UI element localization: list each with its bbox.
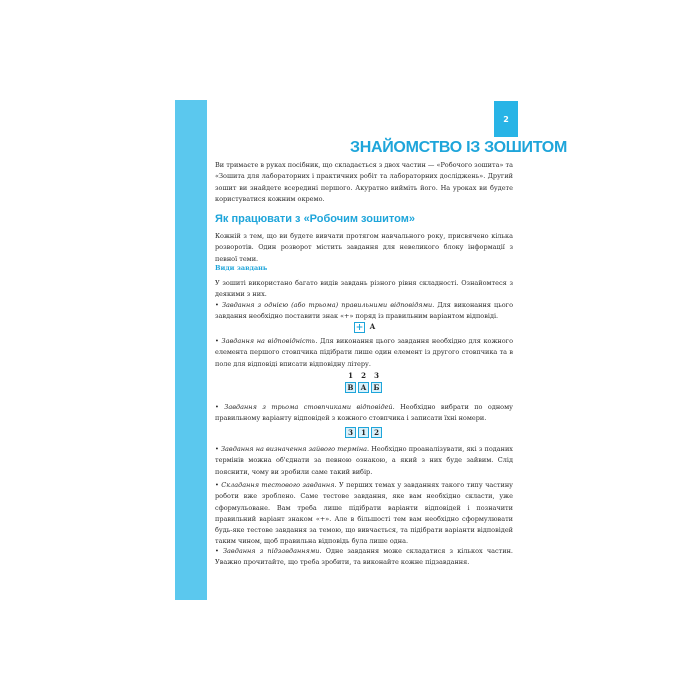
task-text: Для виконання цього завдання необхідно поставити знак «+» поряд із правильним варіантом відповіді. [215, 301, 513, 321]
three-column-answer-boxes [345, 427, 384, 438]
task-text: Необхідно проаналізувати, які з поданих термінів можна об'єднати за певною ознакою, а який з них буде зайвим. Слід пояснити, чому ви зробили саме такий вибір. [215, 445, 513, 476]
task-item [215, 480, 513, 548]
matching-column-numbers [345, 371, 384, 380]
task-bullet: • [215, 547, 219, 555]
page-title: ЗНАЙОМСТВО ІЗ ЗОШИТОМ [350, 139, 567, 156]
column-number: 2 [361, 371, 366, 380]
answer-letter: А [369, 322, 376, 331]
task-item [215, 402, 513, 425]
task-item [215, 336, 513, 370]
subsection-heading: Види завдань [215, 264, 268, 272]
task-item [215, 300, 513, 323]
task-item [215, 546, 513, 569]
task-bullet: • [215, 445, 219, 453]
subsection-paragraph: У зошиті використано багато видів завдань різного рівня складності. Ознайомтеся з деякими з них. [215, 279, 513, 299]
section-heading: Як працювати з «Робочим зошитом» [215, 213, 415, 225]
task-text: У перших темах у завданнях такого типу частину роботи вже зроблено. Саме тестове завдання, яке вам необхідно скласти, уже сформульоване. Вам треба лише підібрати варіанти відповідей і позначити правильний варіант знаком «+». Але в більшості тем вам необхідно сформулювати будь-яке тестове завдання за темою, що вивчається, та підібрати варіанти відповідей таким чином, щоб правильна відповідь була лише одна. [215, 481, 513, 546]
side-color-bar [175, 100, 207, 600]
task-bullet: • [215, 301, 219, 309]
answer-cell: 1 [358, 427, 369, 438]
column-number: 1 [348, 371, 353, 380]
task-name: Складання тестового завдання. [221, 481, 337, 489]
task-name: Завдання на визначення зайвого терміна. [221, 445, 370, 453]
example-answer-single [354, 322, 380, 333]
answer-cell: Б [371, 382, 382, 393]
task-text: Для виконання цього завдання необхідно для кожного елемента першого стовпчика підібрати лише один елемент із другого стовпчика та в поле для відповіді вписати відповідну літеру. [215, 337, 513, 368]
task-name: Завдання з трьома стовпчиками відповідей. [224, 403, 395, 411]
task-name: Завдання на відповідність. [221, 337, 318, 345]
task-bullet: • [215, 337, 219, 345]
task-item [215, 444, 513, 478]
task-name: Завдання з підзавданнями. [223, 547, 322, 555]
column-number: 3 [374, 371, 379, 380]
answer-cell: А [358, 382, 369, 393]
plus-mark-box: + [355, 322, 364, 333]
page-number-badge: 2 [494, 101, 518, 137]
answer-cell: 2 [371, 427, 382, 438]
task-text: Одне завдання може складатися з кількох частин. Уважно прочитайте, що треба зробити, та виконайте кожне підзавдання. [215, 547, 513, 567]
answer-cell: 3 [345, 427, 356, 438]
intro-paragraph: Ви тримаєте в руках посібник, що складається з двох частин — «Робочого зошита» та «Зошита для лабораторних і практичних робіт та лабораторних досліджень». Другий зошит ви знайдете всередині першого. Акуратно вийміть його. На уроках ви будете користуватися кожним окремо. [215, 161, 513, 203]
task-bullet: • [215, 481, 219, 489]
matching-answer-boxes [345, 382, 384, 393]
answer-cell: В [345, 382, 356, 393]
task-name: Завдання з однією (або трьома) правильними відповідями. [221, 301, 435, 309]
section-paragraph: Кожній з тем, що ви будете вивчати протягом навчального року, присвячено кілька розворотів. Один розворот містить завдання для невеликого блоку інформації з певної теми. [215, 232, 513, 263]
task-bullet: • [215, 403, 219, 411]
task-text: Необхідно вибрати по одному правильному варіанту відповідей з кожного стовпчика і записати їхні номери. [215, 403, 513, 423]
